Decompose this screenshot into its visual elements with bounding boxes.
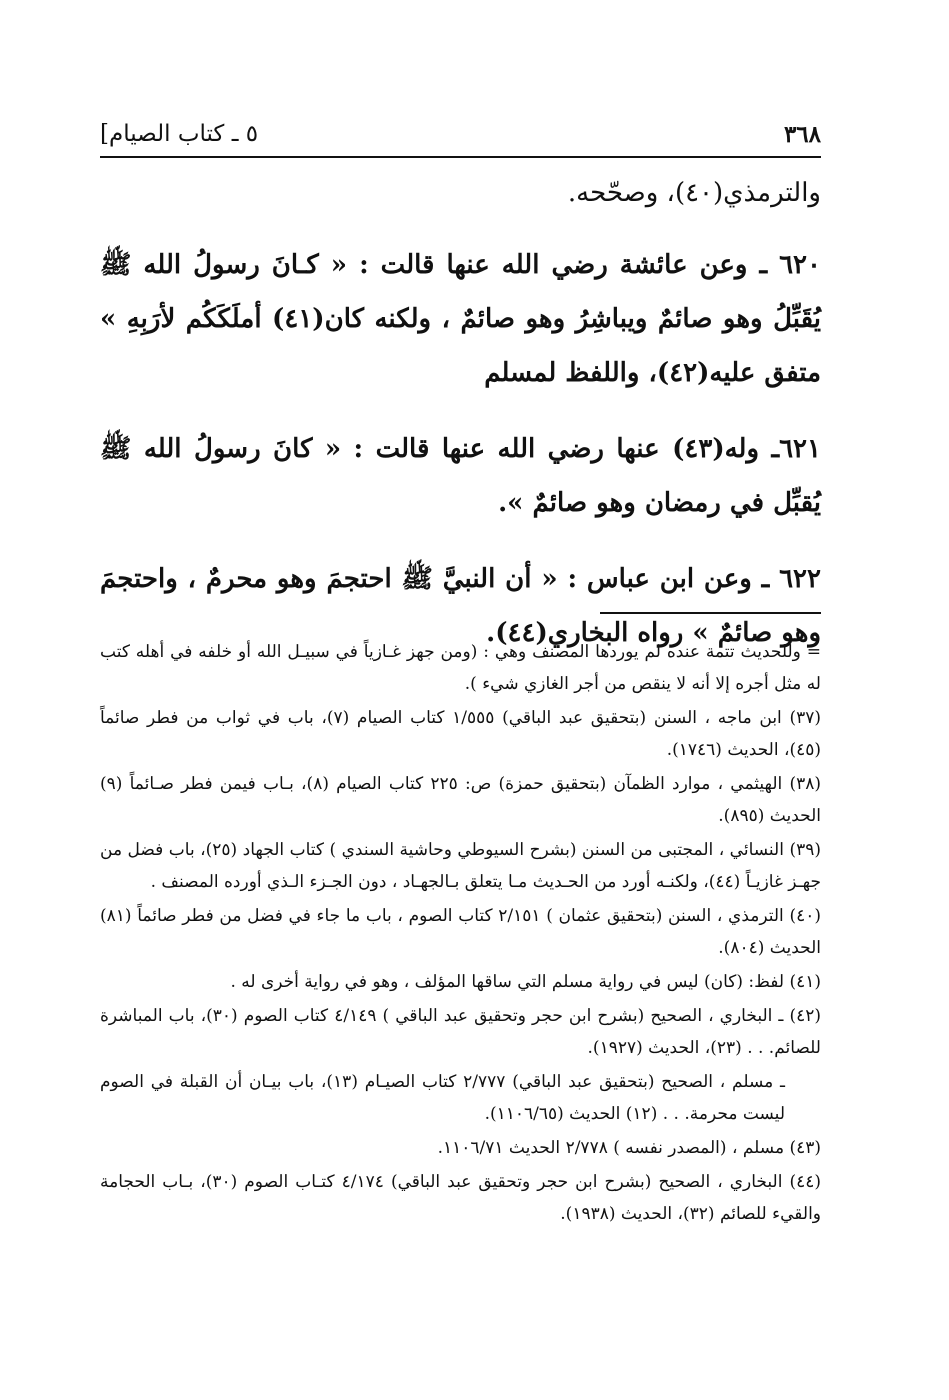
page-number: ٣٦٨ [783,120,821,148]
footnote-37: (٣٧) ابن ماجه ، السنن (بتحقيق عبد الباقي) ١/٥٥٥ كتاب الصيام (٧)، باب في ثواب من فطر صائماً (٤٥)، الحديث (١٧٤٦). [100,708,821,760]
footnote-43: (٤٣) مسلم ، (المصدر نفسه ) ٢/٧٧٨ الحديث ١١٠٦/٧١. [437,1138,821,1158]
footnote-rule [600,612,821,614]
footnote-44: (٤٤) البخاري ، الصحيح (بشرح ابن حجر وتحقيق عبد الباقي) ٤/١٧٤ كتـاب الصوم (٣٠)، بـاب الحجامة والقيء للصائم (٣٢)، الحديث (١٩٣٨). [100,1172,821,1224]
footnote-continuation: = وللحديث تتمة عنده لم يوردها المصنف وهي : (ومن جهز غـازياً في سبيـل الله أو خلفه في أهله كتب له مثل أجره إلا أنه لا ينقص من أجر الغازي شيء ). [100,642,821,694]
paragraph-continuation: والترمذي(٤٠)، وصحّحه. [567,178,821,208]
footnotes [100,636,821,1232]
footnote-42: (٤٢) ـ البخاري ، الصحيح (بشرح ابن حجر وتحقيق عبد الباقي ) ٤/١٤٩ كتاب الصوم (٣٠)، باب المباشرة للصائم. . . (٢٣)، الحديث (١٩٢٧). [100,1006,822,1058]
running-header [100,112,821,156]
footnote-40: (٤٠) الترمذي ، السنن (بتحقيق عثمان ) ٢/١٥١ كتاب الصوم ، باب ما جاء في فضل من فطر صائماً (٨١) الحديث (٨٠٤). [100,906,821,958]
chapter-title: [٥ ـ كتاب الصيام [100,121,259,147]
footnote-42-muslim: ـ مسلم ، الصحيح (بتحقيق عبد الباقي) ٢/٧٧٧ كتاب الصيـام (١٣)، باب بيـان أن القبلة في الصوم ليست محرمة. . . (١٢) الحديث (١١٠٦/٦٥). [100,1072,785,1124]
footnote-38: (٣٨) الهيثمي ، موارد الظمآن (بتحقيق حمزة) ص: ٢٢٥ كتاب الصيام (٨)، بـاب فيمن فطر صـائماً (٩) الحديث (٨٩٥). [100,774,821,826]
footnote-41: (٤١) لفظ: (كان) ليس في رواية مسلم التي ساقها المؤلف ، وهو في رواية أخرى له . [230,972,821,992]
main-text [100,166,821,682]
hadith-621: ٦٢١ـ وله(٤٣) عنها رضي الله عنها قالت : « كانَ رسولُ الله ﷺ يُقبِّل في رمضان وهو صائمٌ ». [100,434,821,518]
hadith-620: ٦٢٠ ـ وعن عائشة رضي الله عنها قالت : « كـانَ رسولُ الله ﷺ يُقَبِّلُ وهو صائمٌ ويباشِرُ وهو صائمٌ ، ولكنه كان(٤١) أملَكَكُم لأرَبِهِ » متفق عليه(٤٢)، واللفظ لمسلم [100,250,821,388]
footnote-39: (٣٩) النسائي ، المجتبى من السنن (بشرح السيوطي وحاشية السندي ) كتاب الجهاد (٢٥)، باب فضل من جهـز غازيـاً (٤٤)، ولكنـه أورد من الحـديث مـا يتعلق بـالجهـاد ، دون الجـزء الـذي أورده المصنف . [100,840,821,892]
hadith-622: ٦٢٢ ـ وعن ابن عباس : « أن النبيَّ ﷺ احتجمَ وهو محرمٌ ، واحتجمَ وهو صائمٌ » رواه البخاري(٤٤). [100,564,821,648]
header-rule [100,156,821,158]
